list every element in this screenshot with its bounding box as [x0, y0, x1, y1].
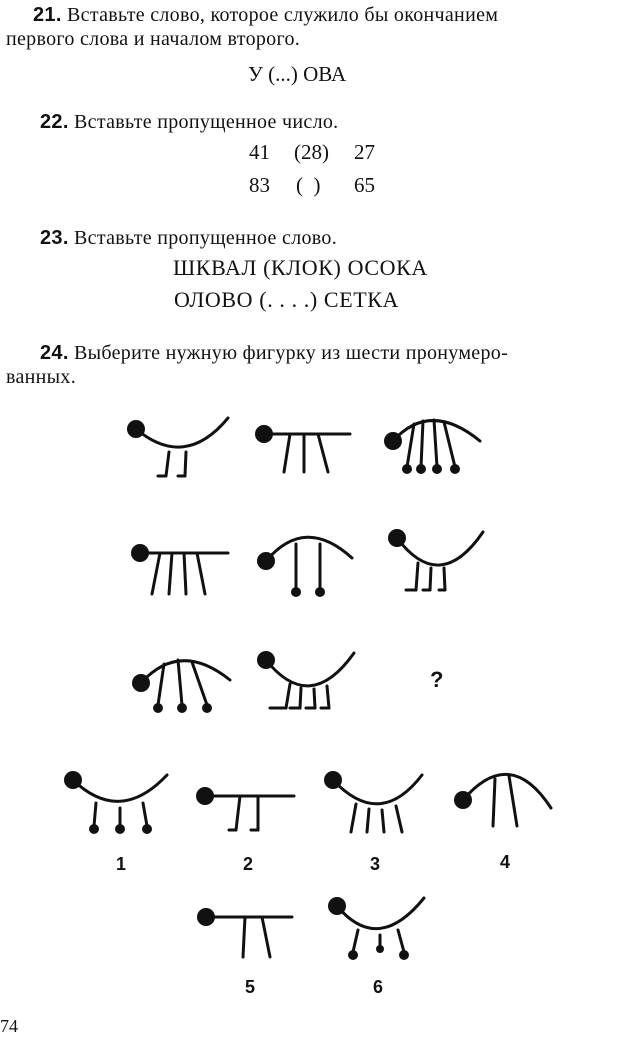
option-figure-2[interactable] — [196, 787, 294, 830]
problem-22-row2-left: 83 — [249, 173, 270, 197]
problem-22-row1-mid: (28) — [294, 140, 329, 164]
problem-21-text: Вставьте слово, которое служило бы окончанием — [67, 4, 499, 26]
option-figure-4[interactable] — [454, 774, 551, 826]
figure-grid-4 — [131, 544, 228, 594]
option-figure-6[interactable] — [328, 897, 424, 960]
figure-grid-7 — [132, 660, 230, 713]
problem-24-number: 24. — [40, 342, 69, 364]
problem-22-number: 22. — [40, 111, 69, 133]
problem-21-number: 21. — [33, 4, 62, 26]
figure-grid-1 — [127, 418, 228, 476]
problem-23-puzzle-row2: ОЛОВО (. . . .) СЕТКА — [174, 287, 400, 312]
problem-23-puzzle-row1: ШКВАЛ (КЛОК) ОСОКА — [173, 255, 428, 280]
option-label-3: 3 — [370, 854, 381, 874]
figure-grid-5 — [257, 537, 352, 597]
problem-23-number: 23. — [40, 227, 69, 249]
page-number: 74 — [0, 1016, 18, 1036]
option-figure-1[interactable] — [64, 771, 167, 834]
problem-23-text: Вставьте пропущенное слово. — [74, 227, 337, 249]
option-label-1: 1 — [116, 854, 127, 874]
problem-21-puzzle: У (...) ОВА — [248, 62, 347, 86]
option-label-4: 4 — [500, 852, 511, 872]
problem-22-row1-right: 27 — [354, 140, 375, 164]
option-label-2: 2 — [243, 854, 254, 874]
option-figure-3[interactable] — [324, 771, 422, 832]
figure-grid-8 — [257, 651, 354, 708]
problem-22-row2-right: 65 — [354, 173, 375, 197]
option-label-5: 5 — [245, 977, 256, 997]
figure-grid-6 — [388, 529, 483, 590]
problem-22-row1-left: 41 — [249, 140, 270, 164]
problem-24-line2: ванных. — [6, 366, 77, 388]
option-label-6: 6 — [373, 977, 384, 997]
figure-grid-3 — [384, 420, 480, 474]
figure-grid-2 — [255, 425, 350, 472]
problem-22-row2-mid: ( ) — [296, 173, 321, 197]
problem-24-text: Выберите нужную фигурку из шести пронумеро- — [74, 342, 509, 364]
missing-figure-mark: ? — [430, 667, 444, 692]
problem-22-text: Вставьте пропущенное число. — [74, 111, 339, 133]
option-figure-5[interactable] — [197, 908, 292, 957]
problem-21-line2: первого слова и началом второго. — [6, 28, 301, 50]
